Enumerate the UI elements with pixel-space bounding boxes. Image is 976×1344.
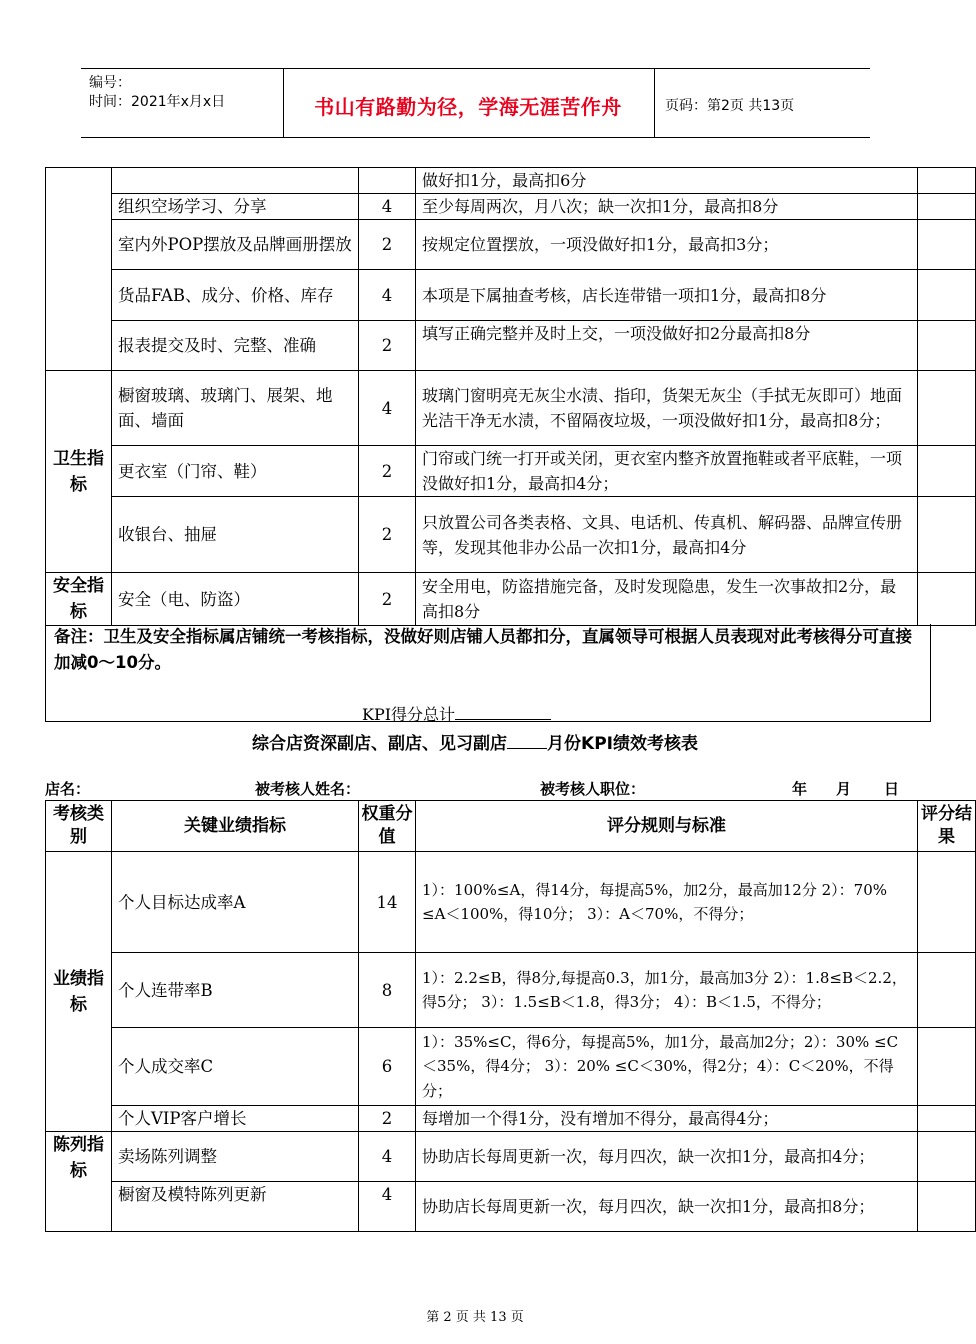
result-cell: [918, 1106, 976, 1132]
weight-cell: 4: [359, 270, 416, 321]
indicator-cell: 组织空场学习、分享: [112, 194, 359, 220]
form-title-part1: 综合店资深副店、副店、见习副店: [252, 734, 508, 754]
page-footer: 第 2 页 共 13 页: [426, 1310, 524, 1325]
result-cell: [918, 371, 976, 446]
kpi-table-deputy: [45, 800, 976, 1232]
weight-cell: 2: [359, 1106, 416, 1132]
result-cell: [918, 573, 976, 626]
store-name-label: 店名：: [45, 780, 91, 798]
indicator-cell: 个人目标达成率A: [112, 852, 359, 953]
weight-cell: 4: [359, 1132, 416, 1182]
weight-cell: 14: [359, 852, 416, 953]
indicator-cell: 更衣室（门帘、鞋）: [112, 446, 359, 497]
form-title-part2: 月份KPI绩效考核表: [547, 734, 698, 754]
header-category: 考核类别: [46, 801, 112, 852]
header-divider: [654, 69, 655, 137]
weight-cell: 2: [359, 497, 416, 573]
result-cell: [918, 321, 976, 371]
weight-cell: 4: [359, 1182, 416, 1232]
indicator-cell: 室内外POP摆放及品牌画册摆放: [112, 220, 359, 270]
table-row: [46, 168, 976, 194]
table-row: [46, 1106, 976, 1132]
indicator-cell: 个人成交率C: [112, 1028, 359, 1106]
result-cell: [918, 1182, 976, 1232]
table-header-row: [46, 801, 976, 852]
weight-cell: 2: [359, 446, 416, 497]
result-cell: [918, 497, 976, 573]
result-cell: [918, 852, 976, 953]
table-row: [46, 1028, 976, 1106]
header-indicator: 关键业绩指标: [112, 801, 359, 852]
weight-cell: 8: [359, 953, 416, 1028]
table-row: [46, 573, 976, 626]
indicator-cell: [112, 168, 359, 194]
rule-cell: 只放置公司各类表格、文具、电话机、传真机、解码器、品牌宣传册等，发现其他非办公品一次扣1分，最高扣4分: [416, 497, 918, 573]
weight-cell: 4: [359, 371, 416, 446]
rule-cell: 玻璃门窗明亮无灰尘水渍、指印，货架无灰尘（手拭无灰即可）地面光洁干净无水渍，不留隔夜垃圾，一项没做好扣1分，最高扣8分；: [416, 371, 918, 446]
table-row: [46, 953, 976, 1028]
category-performance: 业绩指标: [46, 852, 112, 1132]
result-cell: [918, 270, 976, 321]
document-time-label: 时间：2021年x月x日: [89, 94, 226, 110]
assessee-name-label: 被考核人姓名：: [255, 780, 361, 798]
rule-cell: 按规定位置摆放，一项没做好扣1分，最高扣3分；: [416, 220, 918, 270]
month-label: 月: [836, 780, 852, 798]
table-row: [46, 321, 976, 371]
indicator-cell: 个人连带率B: [112, 953, 359, 1028]
rule-cell: 做好扣1分，最高扣6分: [416, 168, 918, 194]
rule-cell: 安全用电，防盗措施完备，及时发现隐患，发生一次事故扣2分，最高扣8分: [416, 573, 918, 626]
weight-cell: 2: [359, 220, 416, 270]
result-cell: [918, 953, 976, 1028]
weight-cell: 6: [359, 1028, 416, 1106]
header-page-info: 页码：第2页 共13页: [665, 98, 795, 114]
rule-cell: 本项是下属抽查考核，店长连带错一项扣1分，最高扣8分: [416, 270, 918, 321]
weight-cell: 4: [359, 194, 416, 220]
indicator-cell: 个人VIP客户增长: [112, 1106, 359, 1132]
category-hygiene: 卫生指标: [46, 371, 112, 573]
rule-cell: 协助店长每周更新一次，每月四次，缺一次扣1分，最高扣8分；: [416, 1182, 918, 1232]
category-display: 陈列指标: [46, 1132, 112, 1232]
form-title: [0, 729, 950, 754]
remarks-text: 备注：卫生及安全指标属店铺统一考核指标，没做好则店铺人员都扣分，直属领导可根据人员表现对此考核得分可直接加减0～10分。: [54, 627, 912, 672]
result-cell: [918, 168, 976, 194]
table-row: [46, 446, 976, 497]
rule-cell: 门帘或门统一打开或关闭，更衣室内整齐放置拖鞋或者平底鞋，一项没做好扣1分，最高扣4分；: [416, 446, 918, 497]
kpi-table-continued: [45, 167, 976, 626]
category-cell: [46, 168, 112, 371]
table-row: [46, 1132, 976, 1182]
weight-cell: 2: [359, 321, 416, 371]
header-motto: 书山有路勤为径，学海无涯苦作舟: [314, 95, 622, 119]
result-cell: [918, 220, 976, 270]
result-cell: [918, 1028, 976, 1106]
table-row: [46, 220, 976, 270]
day-label: 日: [884, 780, 900, 798]
indicator-cell: 货品FAB、成分、价格、库存: [112, 270, 359, 321]
indicator-cell: 橱窗及模特陈列更新: [112, 1182, 359, 1232]
rule-cell: 1）：2.2≤B，得8分,每提高0.3，加1分，最高加3分 2）：1.8≤B＜2.2，得5分； 3）：1.5≤B＜1.8，得3分； 4）：B＜1.5，不得分；: [416, 953, 918, 1028]
rule-cell: 填写正确完整并及时上交，一项没做好扣2分最高扣8分: [416, 321, 918, 371]
indicator-cell: 橱窗玻璃、玻璃门、展架、地面、墙面: [112, 371, 359, 446]
assessee-position-label: 被考核人职位：: [540, 780, 646, 798]
result-cell: [918, 194, 976, 220]
document-number-label: 编号：: [89, 75, 131, 91]
indicator-cell: 报表提交及时、完整、准确: [112, 321, 359, 371]
category-safety: 安全指标: [46, 573, 112, 626]
table-row: [46, 194, 976, 220]
rule-cell: 1）：100%≤A，得14分，每提高5%，加2分，最高加12分 2）：70% ≤A＜100%，得10分； 3）：A＜70%，不得分；: [416, 852, 918, 953]
month-blank: [507, 732, 547, 749]
kpi-total-blank: [455, 703, 551, 720]
result-cell: [918, 1132, 976, 1182]
header-rule: 评分规则与标准: [416, 801, 918, 852]
table-row: [46, 852, 976, 953]
kpi-total-label: KPI得分总计: [362, 705, 456, 724]
table-row: [46, 497, 976, 573]
result-cell: [918, 446, 976, 497]
weight-cell: 2: [359, 573, 416, 626]
year-label: 年: [792, 780, 808, 798]
kpi-total: [362, 702, 551, 725]
indicator-cell: 安全（电、防盗）: [112, 573, 359, 626]
indicator-cell: 收银台、抽屉: [112, 497, 359, 573]
table-row: [46, 1182, 976, 1232]
header-weight: 权重分值: [359, 801, 416, 852]
weight-cell: [359, 168, 416, 194]
page-header: [81, 68, 870, 138]
header-result: 评分结果: [918, 801, 976, 852]
table-row: [46, 371, 976, 446]
rule-cell: 至少每周两次，月八次；缺一次扣1分，最高扣8分: [416, 194, 918, 220]
rule-cell: 协助店长每周更新一次，每月四次，缺一次扣1分，最高扣4分；: [416, 1132, 918, 1182]
indicator-cell: 卖场陈列调整: [112, 1132, 359, 1182]
table-row: [46, 270, 976, 321]
rule-cell: 每增加一个得1分，没有增加不得分，最高得4分；: [416, 1106, 918, 1132]
rule-cell: 1）：35%≤C，得6分，每提高5%，加1分，最高加2分；2）：30% ≤C＜35%，得4分； 3）：20% ≤C＜30%，得2分；4）：C＜20%，不得分；: [416, 1028, 918, 1106]
